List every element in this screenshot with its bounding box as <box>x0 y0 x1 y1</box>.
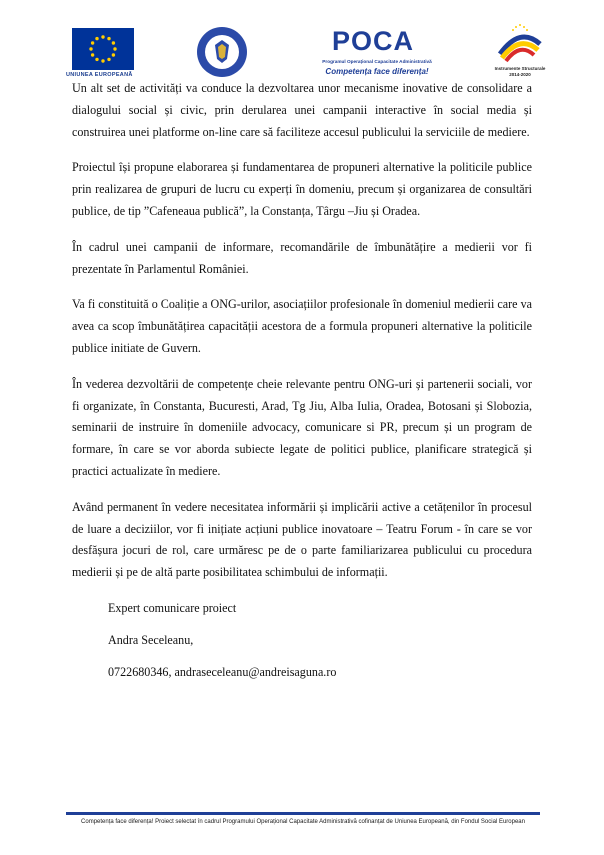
footer-divider <box>66 812 540 815</box>
is-caption-line-1: Instrumente Structurale <box>494 66 546 71</box>
is-caption-line-2: 2014-2020 <box>509 71 531 77</box>
government-seal-logo <box>196 26 248 78</box>
signature-contact: 0722680346, andraseceleanu@andreisaguna.ro <box>108 664 337 679</box>
paragraph: În vederea dezvoltării de competențe cheie relevante pentru ONG-uri și partenerii sociali, vor fi organizate, în Constanta, Bucuresti, Arad, Tg Jiu, Alba Iulia, Oradea, Botosani și Slobozia, seminarii de instruire în domeniile advocacy, comunicare si PR, precum și un program de formare, în care se vor aborda subiecte legate de politici publice, planificare strategică și practici actualizate în mediere. <box>72 376 532 478</box>
header-logos <box>0 22 604 84</box>
paragraph: Va fi constituită o Coaliție a ONG-urilor, asociațiilor profesionale în domeniul medierii care va avea ca scop îmbunătățirea capacității acestora de a formula propuneri alternative la politicile publice initiate de Guvern. <box>72 297 532 355</box>
eu-caption: UNIUNEA EUROPEANĂ <box>66 72 133 78</box>
structural-instruments-logo <box>494 22 546 80</box>
footer-text: Competența face diferența! Proiect selectat în cadrul Programului Operațional Capacitate Administrativă cofinanțat de Uniunea Europeană, din Fondul Social European <box>81 819 525 825</box>
poca-logo-title: POCA <box>332 26 415 56</box>
poca-logo-subtitle: Programul Operațional Capacitate Administrativă <box>322 59 432 64</box>
poca-logo <box>312 26 442 82</box>
signature-role: Expert comunicare proiect <box>108 600 237 615</box>
eu-flag-logo <box>72 28 134 70</box>
paragraph: Proiectul își propune elaborarea și fundamentarea de propuneri alternative la politicile publice prin realizarea de grupuri de lucru cu experți în domeniu, precum și organizarea de consultări publice, de tip ”Cafeneaua publică”, la Constanța, Târgu –Jiu și Oradea. <box>72 160 532 218</box>
document-body <box>72 78 532 693</box>
paragraph: Având permanent în vedere necesitatea informării și implicării active a cetățenilor în procesul de luare a deciziilor, vor fi inițiate acțiuni publice inovatoare – Teatru Forum - în care se vor desfășura jocuri de rol, care urmăresc pe de o parte familiarizarea publicului cu procedura medierii și pe de altă parte posibilitatea schimbului de informații. <box>72 499 532 580</box>
signature-name: Andra Seceleanu, <box>108 632 194 647</box>
paragraph: În cadrul unei campanii de informare, recomandările de îmbunătățire a medierii vor fi prezentate în Parlamentul României. <box>72 239 532 276</box>
paragraph: Un alt set de activități va conduce la dezvoltarea unor mecanisme inovative de consolidare a dialogului social și civic, prin derularea unei campanii interactive în social media și construirea unei platforme on-line care să faciliteze accesul publicului la serviciile de mediere. <box>72 81 532 139</box>
structural-instruments-caption <box>494 66 546 77</box>
poca-logo-slogan: Competența face diferența! <box>325 67 429 76</box>
